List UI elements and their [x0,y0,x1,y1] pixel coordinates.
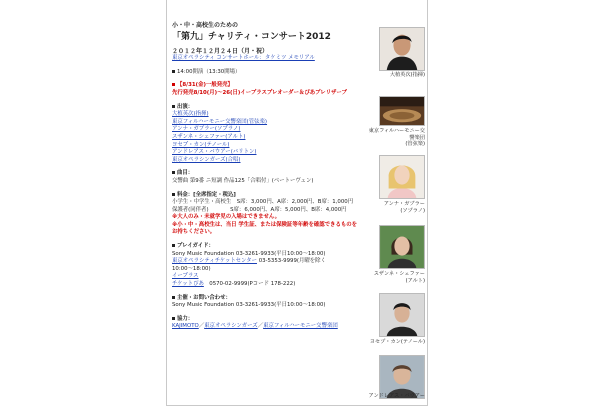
performers-block [172,104,368,165]
organizer-block [172,295,368,310]
conductor-portrait-icon [380,28,424,70]
price-students: 小学生・中学生・高校生 S席：3,000円、A席：2,000円、B席：1,000円 [172,199,354,206]
prices-block [172,192,368,238]
price-note: お持ちください。 [172,229,216,236]
orchestra-photo [379,96,425,126]
start-time: 14:00開演（13:30開場） [177,68,241,75]
prices-heading: 料金：[全席指定・税込] [177,191,236,198]
program-heading: 曲目： [177,170,194,177]
conductor-photo [379,27,425,71]
performers-heading: 出演： [177,103,194,110]
soprano-portrait-icon [380,156,424,198]
photo-caption-baritone: アンドレアス・バウアー [368,393,425,399]
performer-link-chorus[interactable]: 東京オペラシンガーズ(合唱) [172,156,241,163]
presale-info: 先行発売8/10(月)～26(日)イープラスプレオーダー＆ぴあプレリザーブ [172,89,347,96]
soprano-photo [379,155,425,199]
event-pretitle: 小・中・高校生のための [172,22,239,29]
performer-link-baritone[interactable]: アンドレアス・バウアー(バリトン) [172,149,257,156]
event-date: ２０１２年１２月２４日（月・祝） [172,47,269,55]
venue-link[interactable]: 東京オペラシティ コンサートホール：タケミツ メモリアル [172,55,315,62]
event-title: 「第九」チャリティ・コンサート2012 [172,31,331,42]
performer-link-orchestra[interactable]: 東京フィルハーモニー交響楽団(管弦楽) [172,118,268,125]
time-block [172,69,368,77]
opera-city-ticket-hours: 10:00～18:00) [172,265,211,272]
alto-portrait-icon [380,226,424,268]
event-panel [166,0,428,406]
separator: ／ [198,323,205,330]
bullet-icon [172,296,175,299]
bullet-icon [172,70,175,73]
bullet-icon [172,193,175,196]
playguide-block [172,243,368,289]
event-details [172,22,368,331]
program-text: 交響曲 第9番 ニ短調 作品125「合唱付」(ベートーヴェン) [172,177,314,184]
alto-photo [379,225,425,269]
photo-caption-orchestra: 東京フィルハーモニー交 響楽団 (管弦楽) [368,128,425,147]
playguide-heading: プレイガイド： [177,243,214,250]
organizer-heading: 主催・お問い合わせ： [177,294,231,301]
bullet-icon [172,105,175,108]
bullet-icon [172,244,175,247]
price-note: ※小・中・高校生は、当日 学生証、または保険証等年齢を確認できるものを [172,221,358,228]
eplus-link[interactable]: イープラス [172,273,199,280]
performer-link-tenor[interactable]: ヨセプ・カン(テノール) [172,141,230,148]
price-note: ※大人のみ・未就学児の入場はできません。 [172,214,280,221]
performer-link-alto[interactable]: スザンネ・シェファー(アルト) [172,133,246,140]
opera-city-ticket-phone: 03-5353-9999(月曜を除く [258,258,326,265]
performer-link-conductor[interactable]: 大植英次(指揮) [172,111,209,118]
photo-caption-soprano: アンナ・ガブラー (ソプラノ) [383,201,425,214]
bullet-icon [172,317,175,320]
photo-caption-conductor: 大植英次(指揮) [389,72,425,78]
tenor-photo [379,293,425,337]
cooperation-block [172,316,368,331]
bullet-icon [172,83,175,86]
sales-block [172,82,368,97]
program-block [172,170,368,185]
baritone-portrait-icon [380,356,424,398]
opera-city-ticket-link[interactable]: 東京オペラシティチケットセンター [172,258,257,265]
performer-link-soprano[interactable]: アンナ・ガブラー(ソプラノ) [172,126,241,133]
photo-caption-alto: スザンネ・シェファー (アルト) [373,271,425,284]
ticket-pia-phone: 0570-02-9999(Pコード 178-222) [209,281,296,288]
tokyo-phil-link[interactable]: 東京フィルハーモニー交響楽団 [263,323,338,330]
photo-caption-tenor: ヨセプ・カン(テノール) [369,339,425,345]
organizer-text: Sony Music Foundation 03-3261-9933(平日10:00～18:00) [172,302,326,309]
playguide-sony: Sony Music Foundation 03-3261-9933(平日10:00～18:00) [172,250,326,257]
ticket-pia-link[interactable]: チケットぴあ [172,281,204,288]
general-sale: 【8/31(金)一般発売】 [177,82,233,89]
kajimoto-link[interactable]: KAJIMOTO [172,323,199,330]
cooperation-heading: 協力： [177,315,194,322]
opera-singers-link[interactable]: 東京オペラシンガーズ [204,323,258,330]
bullet-icon [172,171,175,174]
price-guardians: 保護者(同伴者) S席：6,000円、A席：5,000円、B席：4,000円 [172,206,347,213]
tenor-portrait-icon [380,294,424,336]
separator: ／ [257,323,264,330]
orchestra-hall-icon [380,97,424,125]
